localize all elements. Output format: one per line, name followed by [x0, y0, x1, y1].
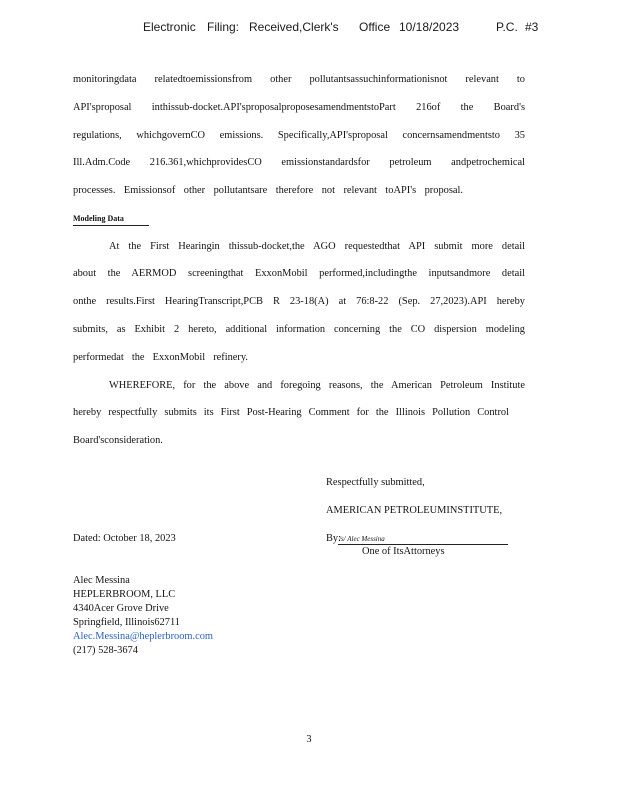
- page-number: 3: [306, 734, 312, 745]
- signature-text: /s/ Alec Messina: [339, 535, 385, 543]
- body-line: processes. Emissionsof other pollutantsare therefore not relevant toAPI's proposal.: [73, 185, 463, 196]
- signature-line: [338, 544, 508, 545]
- body-line: API'sproposal inthissub-docket.API'sproposalproposesamendmentstoPart 216of the Board's: [73, 102, 525, 113]
- header-filing: Filing:: [207, 20, 240, 34]
- dated-line: Dated: October 18, 2023: [73, 533, 176, 544]
- body-line: At the First Hearingin thissub-docket,the AGO requestedthat API submit more detail: [109, 241, 525, 252]
- body-line: onthe results.First HearingTranscript,PCB R 23-18(A) at 76:8-22 (Sep. 27,2023).API hereby: [73, 296, 525, 307]
- body-line: Ill.Adm.Code 216.361,whichprovidesCO emissionstandardsfor petroleum andpetrochemical: [73, 157, 525, 168]
- body-line: performedat the ExxonMobil refinery.: [73, 352, 248, 363]
- header-electronic: Electronic: [143, 20, 196, 34]
- body-line: WHEREFORE, for the above and foregoing reasons, the American Petroleum Institute: [109, 380, 525, 391]
- attorney-name: Alec Messina: [73, 575, 130, 586]
- body-line: Board'sconsideration.: [73, 435, 163, 446]
- organization-name: AMERICAN PETROLEUMINSTITUTE,: [326, 505, 503, 516]
- body-line: monitoringdata relatedtoemissionsfrom other pollutantsassuchinformationisnot relevant to: [73, 74, 525, 85]
- filing-header: [0, 20, 618, 38]
- body-line: hereby respectfully submits its First Post-Hearing Comment for the Illinois Pollution Control: [73, 407, 509, 418]
- header-pc: P.C.: [496, 20, 518, 34]
- attorney-role: One of ItsAttorneys: [362, 546, 445, 557]
- header-pc-number: #3: [525, 20, 539, 34]
- email-link[interactable]: Alec.Messina@heplerbroom.com: [73, 631, 213, 642]
- firm-name: HEPLERBROOM, LLC: [73, 589, 176, 600]
- body-line: about the AERMOD screeningthat ExxonMobil performed,includingthe inputsandmore detail: [73, 268, 525, 279]
- city-address: Springfield, Illinois62711: [73, 617, 180, 628]
- body-line: submits, as Exhibit 2 hereto, additional information concerning the CO dispersion modeling: [73, 324, 525, 335]
- by-label: By:: [326, 533, 342, 544]
- section-heading: Modeling Data: [73, 214, 124, 223]
- header-received: Received,Clerk's: [249, 20, 339, 34]
- header-office: Office: [359, 20, 391, 34]
- phone-number: (217) 528-3674: [73, 645, 138, 656]
- body-line: regulations, whichgovernCO emissions. Specifically,API'sproposal concernsamendmentsto 35: [73, 130, 525, 141]
- street-address: 4340Acer Grove Drive: [73, 603, 169, 614]
- header-date: 10/18/2023: [399, 20, 460, 34]
- heading-underline: [73, 225, 149, 226]
- closing-text: Respectfully submitted,: [326, 477, 425, 488]
